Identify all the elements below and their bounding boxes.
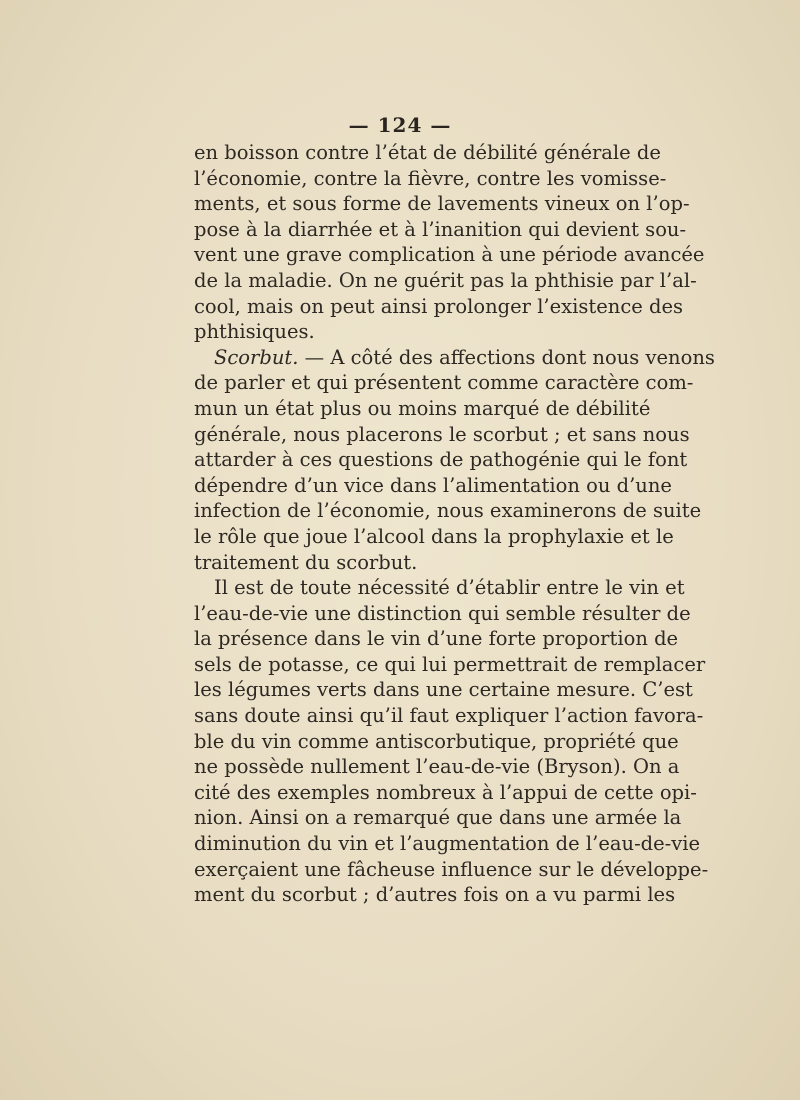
text-line-rest: — A côté des affections dont nous venons (298, 345, 715, 369)
text-line: de parler et qui présentent comme caractère com- (194, 371, 694, 395)
text-line: la présence dans le vin d’une forte proportion de (194, 627, 679, 651)
text-line: phthisiques. (194, 320, 315, 344)
text-line: mun un état plus ou moins marqué de débilité (194, 396, 651, 420)
text-line: dépendre d’un vice dans l’alimentation ou d’une (194, 473, 672, 497)
text-line: nion. Ainsi on a remarqué que dans une armée la (194, 806, 682, 830)
text-line: diminution du vin et l’augmentation de l’eau-de-vie (194, 832, 701, 856)
text-line: attarder à ces questions de pathogénie qui le font (194, 448, 688, 472)
text-line: cool, mais on peut ainsi prolonger l’existence des (194, 294, 684, 318)
text-line: de la maladie. On ne guérit pas la phthisie par l’al- (194, 268, 697, 292)
text-line: sans doute ainsi qu’il faut expliquer l’action favora- (194, 704, 704, 728)
text-line: l’économie, contre la fièvre, contre les vomisse- (194, 166, 667, 190)
text-line: vent une grave complication à une période avancée (194, 243, 705, 267)
text-line: l’eau-de-vie une distinction qui semble résulter de (194, 601, 691, 625)
paragraph-3 (194, 575, 709, 908)
text-line: ment du scorbut ; d’autres fois on a vu parmi les (194, 883, 676, 907)
text-line: le rôle que joue l’alcool dans la prophylaxie et le (194, 524, 674, 548)
text-line: en boisson contre l’état de débilité générale de (194, 141, 661, 164)
body-text (194, 140, 715, 908)
paragraph-1 (194, 140, 705, 345)
text-line: infection de l’économie, nous examinerons de suite (194, 499, 702, 523)
section-heading-scorbut: Scorbut. (214, 345, 299, 369)
page-number: — 124 — (348, 113, 452, 137)
text-line: Il est de toute nécessité d’établir entre le vin et (214, 576, 685, 600)
text-line: sels de potasse, ce qui lui permettrait de remplacer (194, 652, 706, 676)
text-line: les légumes verts dans une certaine mesure. C’est (194, 678, 693, 702)
text-line: ble du vin comme antiscorbutique, propriété que (194, 729, 679, 753)
text-line: exerçaient une fâcheuse influence sur le développe- (194, 857, 709, 881)
text-line-first (194, 345, 715, 371)
paragraph-2 (194, 345, 715, 575)
text-line: ments, et sous forme de lavements vineux on l’op- (194, 192, 690, 216)
text-line: traitement du scorbut. (194, 550, 418, 574)
text-line: générale, nous placerons le scorbut ; et sans nous (194, 422, 690, 446)
text-line: ne possède nullement l’eau-de-vie (Bryson). On a (194, 755, 680, 779)
text-line: pose à la diarrhée et à l’inanition qui devient sou- (194, 217, 687, 241)
text-line: cité des exemples nombreux à l’appui de cette opi- (194, 780, 697, 804)
